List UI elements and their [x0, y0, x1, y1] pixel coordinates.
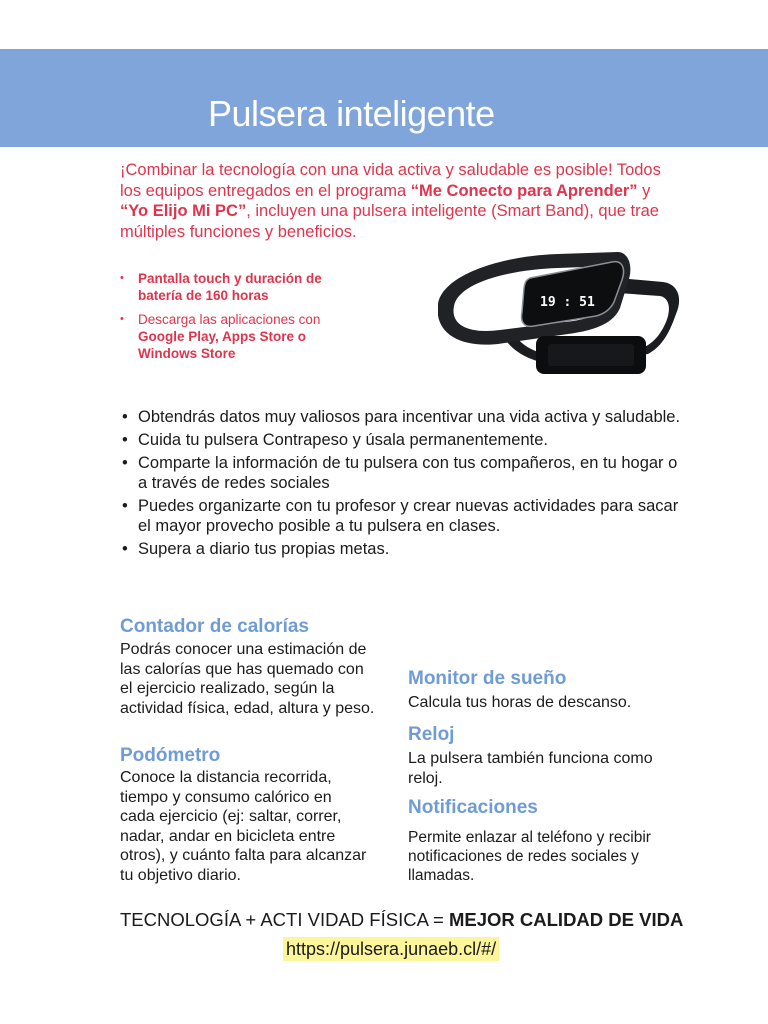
feature-battery-text: Pantalla touch y duración de batería de 160 horas [138, 271, 322, 303]
list-item-text: Cuida tu pulsera Contrapeso y úsala permanentemente. [138, 431, 548, 449]
slogan [120, 908, 683, 932]
slogan-emphasis: MEJOR CALIDAD DE VIDA [448, 909, 684, 930]
pulsera-url-link[interactable]: https://pulsera.junaeb.cl/#/ [283, 937, 499, 961]
page-title: Pulsera inteligente [208, 93, 495, 134]
bullet-icon: • [122, 431, 128, 449]
section-title-sueno: Monitor de sueño [408, 668, 567, 689]
section-title-reloj: Reloj [408, 724, 455, 745]
section-body-notificaciones: Permite enlazar al teléfono y recibir notificaciones de redes sociales y llamadas. [408, 829, 651, 884]
bullet-icon: • [122, 497, 128, 515]
intro-text-1: ¡Combinar la tecnología con una vida activa y saludable es posible! Todos los equipos entregados en el programa [120, 161, 661, 200]
intro-text-2: y [637, 181, 651, 200]
section-body-sueno: Calcula tus horas de descanso. [408, 694, 632, 711]
watch-display: 19 : 51 [540, 295, 595, 310]
section-body-reloj: La pulsera también funciona como reloj. [408, 750, 653, 787]
bullet-icon: • [120, 313, 124, 325]
section-body-calorias: Podrás conocer una estimación de las calorías que has quemado con el ejercicio realizado, según la actividad física, edad, altura y peso. [120, 641, 375, 717]
bullet-icon: • [120, 272, 124, 284]
back-screen-glass [548, 344, 634, 366]
list-item-text: Obtendrás datos muy valiosos para incentivar una vida activa y saludable. [138, 408, 681, 426]
slogan-text: TECNOLOGÍA + ACTI VIDAD FÍSICA = [120, 909, 449, 930]
feature-item-battery [120, 270, 340, 304]
section-title-calorias: Contador de calorías [120, 616, 309, 637]
list-item [122, 539, 682, 559]
bullet-icon: • [122, 540, 128, 558]
section-title-podometro: Podómetro [120, 745, 221, 766]
program-name-1: “Me Conecto para Aprender” [410, 181, 638, 200]
list-item-text: Supera a diario tus propias metas. [138, 540, 390, 558]
list-item [122, 407, 682, 427]
program-name-2: “Yo Elijo Mi PC” [120, 202, 247, 220]
bullet-icon: • [122, 408, 128, 426]
list-item-text: Puedes organizarte con tu profesor y crear nuevas actividades para sacar el mayor provecho posible a tu pulsera en clases. [138, 497, 679, 535]
smart-band-image [438, 236, 688, 396]
intro-paragraph [120, 160, 680, 242]
bullet-icon: • [122, 454, 128, 472]
list-item [122, 496, 682, 536]
list-item [122, 430, 682, 450]
header-banner [0, 49, 768, 147]
intro-text-3: , incluyen una pulsera inteligente (Smart Band), que trae múltiples funciones y beneficios. [120, 202, 659, 241]
feature-list [120, 270, 340, 369]
section-body-podometro: Conoce la distancia recorrida, tiempo y consumo calórico en cada ejercicio (ej: saltar, correr, nadar, andar en bicicleta entre otros), y cuánto falta para alcanzar tu objetivo diario. [120, 769, 367, 884]
feature-apps-stores: Google Play, Apps Store o Windows Store [138, 329, 307, 361]
feature-apps-text: Descarga las aplicaciones con [138, 312, 321, 327]
section-title-notificaciones: Notificaciones [408, 797, 538, 818]
list-item [122, 453, 682, 493]
list-item-text: Comparte la información de tu pulsera con tus compañeros, en tu hogar o a través de redes sociales [138, 454, 678, 492]
benefit-list [122, 407, 682, 562]
feature-item-apps [120, 311, 340, 362]
